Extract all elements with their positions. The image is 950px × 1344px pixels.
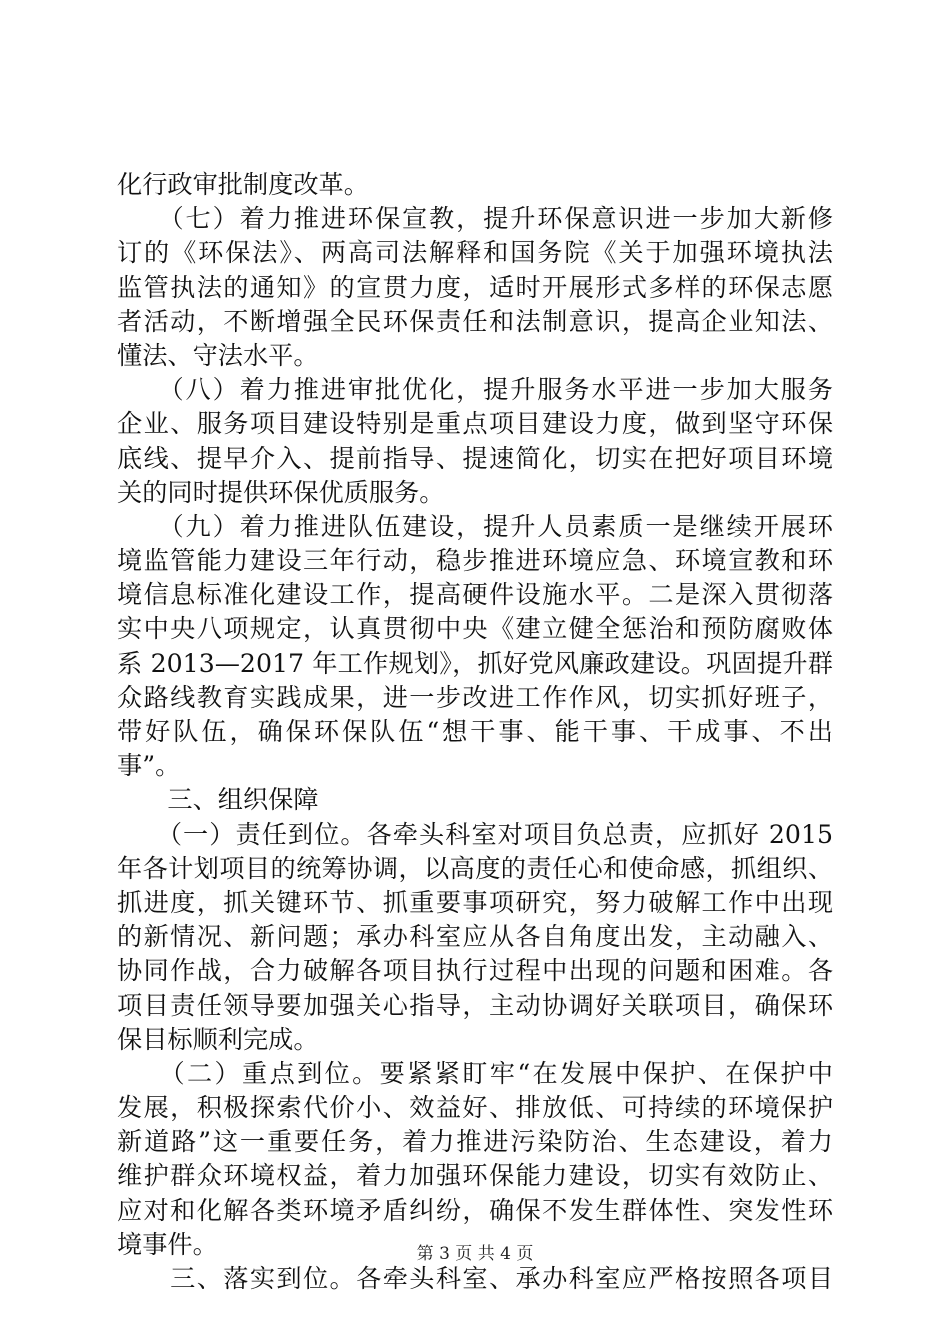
text-line: 三、组织保障 xyxy=(117,785,319,815)
text-line: 三、落实到位。各牵头科室、承办科室应严格按照各项目 xyxy=(117,1264,833,1293)
text-line: 抓进度，抓关键环节、抓重要事项研究，努力破解工作中出现 xyxy=(117,887,833,917)
page-footer: 第 3 页 共 4 页 xyxy=(416,1244,534,1264)
text-line: 关的同时提供环保优质服务。 xyxy=(117,477,445,507)
text-line: 者活动，不断增强全民环保责任和法制意识，提高企业知法、 xyxy=(117,306,833,336)
text-line: 新道路”这一重要任务，着力推进污染防治、生态建设，着力 xyxy=(117,1127,833,1157)
text-line: （一）责任到位。各牵头科室对项目负总责，应抓好 2015 xyxy=(117,819,833,849)
text-line: 监管执法的通知》的宣贯力度，适时开展形式多样的环保志愿 xyxy=(117,272,833,302)
text-line: （九）着力推进队伍建设，提升人员素质一是继续开展环 xyxy=(117,511,833,541)
text-line: 年各计划项目的统筹协调，以高度的责任心和使命感，抓组织、 xyxy=(117,853,833,883)
document-body xyxy=(117,168,833,1296)
text-line: 保目标顺利完成。 xyxy=(117,1024,319,1054)
text-line: 事”。 xyxy=(117,751,181,781)
text-line: 的新情况、新问题；承办科室应从各自角度出发，主动融入、 xyxy=(117,922,833,952)
text-line: 带好队伍，确保环保队伍“想干事、能干事、干成事、不出 xyxy=(117,717,833,746)
text-line: 项目责任领导要加强关心指导，主动协调好关联项目，确保环 xyxy=(117,990,833,1020)
text-line: 维护群众环境权益，着力加强环保能力建设，切实有效防止、 xyxy=(117,1161,833,1191)
text-line: 化行政审批制度改革。 xyxy=(117,170,369,199)
text-line: （八）着力推进审批优化，提升服务水平进一步加大服务 xyxy=(117,375,833,405)
text-line: 境监管能力建设三年行动，稳步推进环境应急、环境宣教和环 xyxy=(117,546,833,576)
text-line: （七）着力推进环保宣教，提升环保意识进一步加大新修 xyxy=(117,204,833,234)
text-line: 发展，积极探索代价小、效益好、排放低、可持续的环境保护 xyxy=(117,1093,833,1123)
text-line: 众路线教育实践成果，进一步改进工作作风，切实抓好班子， xyxy=(117,682,833,712)
text-line: 底线、提早介入、提前指导、提速简化，切实在把好项目环境 xyxy=(117,443,833,473)
text-line: 应对和化解各类环境矛盾纠纷，确保不发生群体性、突发性环 xyxy=(117,1195,833,1225)
text-line: 实中央八项规定，认真贯彻中央《建立健全惩治和预防腐败体 xyxy=(117,614,833,644)
text-line: （二）重点到位。要紧紧盯牢“在发展中保护、在保护中 xyxy=(117,1058,833,1088)
text-line: 企业、服务项目建设特别是重点项目建设力度，做到坚守环保 xyxy=(117,409,833,439)
text-line: 懂法、守法水平。 xyxy=(117,340,319,370)
text-line: 境信息标准化建设工作，提高硬件设施水平。二是深入贯彻落 xyxy=(117,580,833,610)
text-line: 订的《环保法》、两高司法解释和国务院《关于加强环境执法 xyxy=(117,238,833,268)
text-line: 境事件。 xyxy=(117,1229,218,1259)
text-line: 系 2013—2017 年工作规划》，抓好党风廉政建设。巩固提升群 xyxy=(117,648,833,678)
text-line: 协同作战，合力破解各项目执行过程中出现的问题和困难。各 xyxy=(117,956,833,986)
